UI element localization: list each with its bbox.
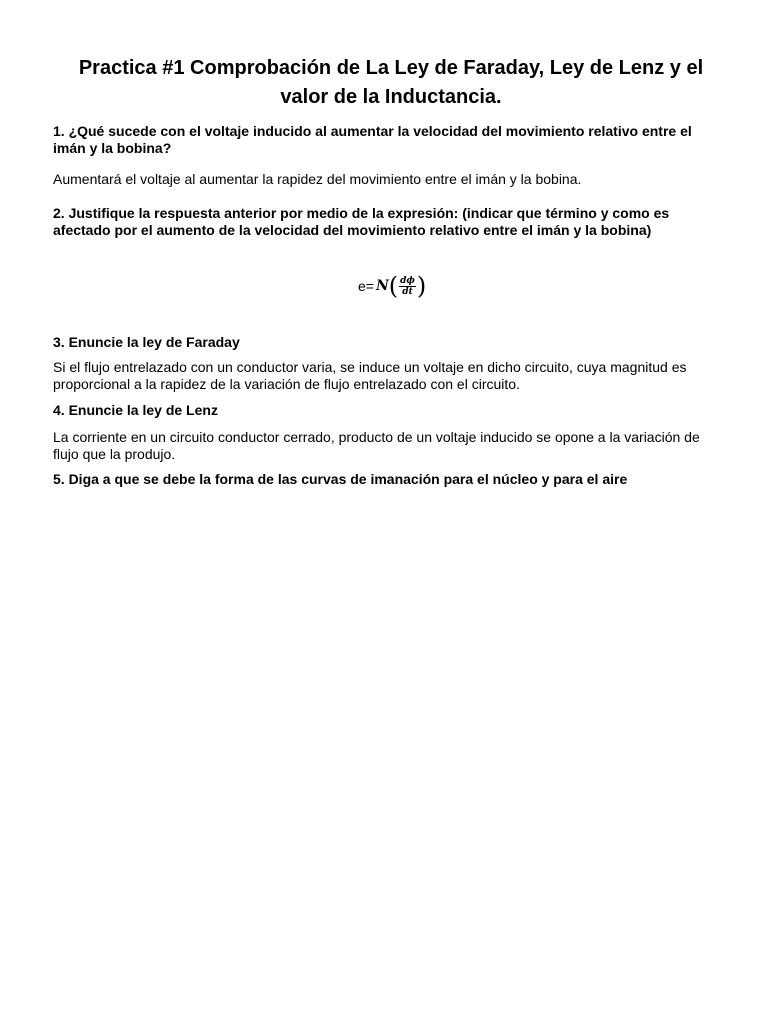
question-5: 5. Diga a que se debe la forma de las curvas de imanación para el núcleo y para el aire — [53, 471, 628, 487]
formula-open-paren: ( — [388, 272, 399, 300]
answer-1: Aumentará el voltaje al aumentar la rapidez del movimiento entre el imán y la bobina. — [53, 171, 582, 187]
question-1: 1. ¿Qué sucede con el voltaje inducido al aumentar la velocidad del movimiento relativo entre el imán y la bobina? — [53, 123, 692, 156]
answer-4: La corriente en un circuito conductor cerrado, producto de un voltaje inducido se opone a la variación de flujo que la produjo. — [53, 429, 700, 462]
formula-numerator: dϕ — [400, 275, 415, 286]
formula-close-paren: ) — [416, 272, 427, 300]
question-4: 4. Enuncie la ley de Lenz — [53, 402, 218, 418]
question-3: 3. Enuncie la ley de Faraday — [53, 334, 240, 350]
faraday-formula — [358, 272, 426, 300]
formula-denominator: dt — [402, 286, 413, 297]
formula-coefficient: N — [375, 278, 389, 294]
document-title: Practica #1 Comprobación de La Ley de Faraday, Ley de Lenz y el valor de la Inductancia. — [78, 57, 704, 108]
answer-3: Si el flujo entrelazado con un conductor varia, se induce un voltaje en dicho circuito, cuya magnitud es proporcional a la rapidez de la variación de flujo entrelazado con el circuito. — [53, 359, 687, 392]
formula-lhs: e= — [358, 278, 374, 294]
question-2: 2. Justifique la respuesta anterior por medio de la expresión: (indicar que término y como es afectado por el aumento de la velocidad del movimiento relativo entre el imán y la bobina) — [53, 205, 670, 238]
formula-fraction — [399, 276, 416, 297]
